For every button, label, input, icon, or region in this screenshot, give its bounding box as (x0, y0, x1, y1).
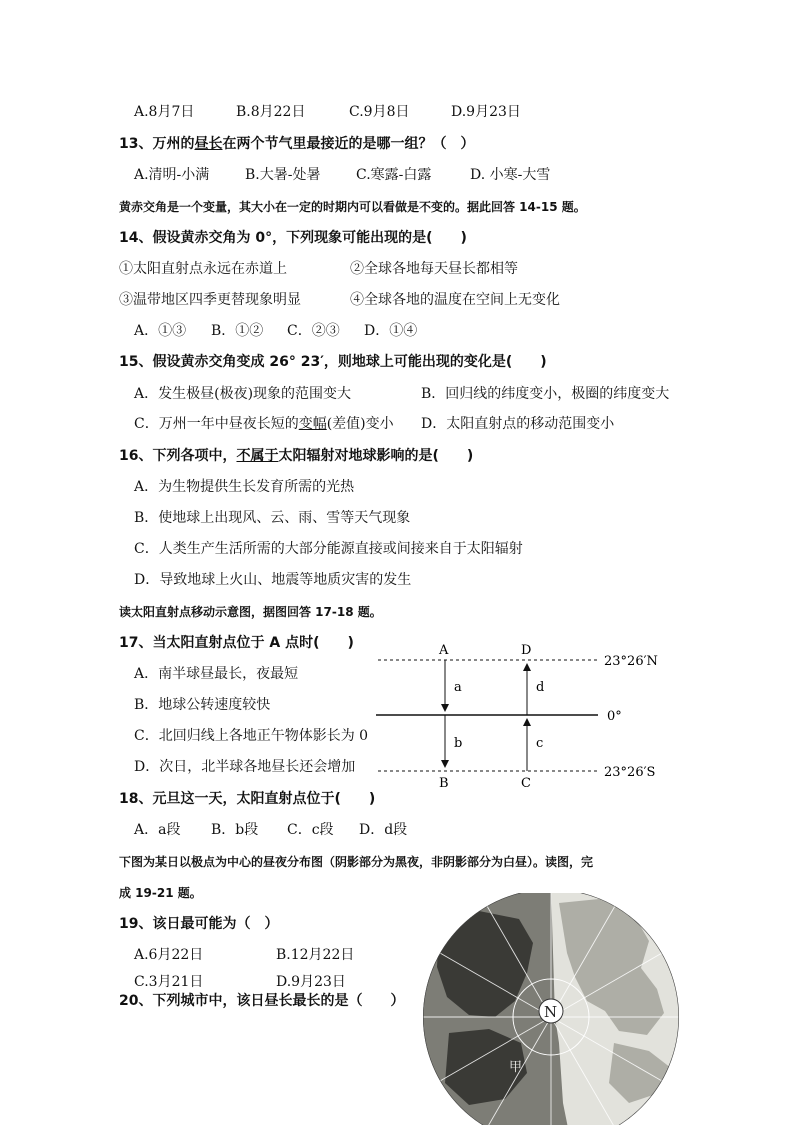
q13-option-c: C.寒露-白露 (356, 167, 432, 183)
q14-item-2: ②全球各地每天昼长都相等 (350, 261, 518, 277)
q19-option-d: D.9月23日 (276, 974, 346, 990)
q20-question: 20、下列城市中，该日昼长最长的是（ ） (119, 993, 405, 1009)
q15-option-c: C．万州一年中昼夜长短的变幅(差值)变小 (134, 416, 394, 432)
q16-option-d: D．导致地球上火山、地震等地质灾害的发生 (134, 572, 412, 588)
q13-option-b: B.大暑-处暑 (245, 167, 321, 183)
lat-north-label: 23°26′N (604, 654, 658, 669)
lat-south-label: 23°26′S (604, 765, 656, 780)
segment-a-label: a (454, 680, 462, 695)
q17-option-c: C．北回归线上各地正午物体影长为 0 (134, 728, 369, 744)
q18-option-d: D．d段 (359, 822, 408, 838)
q14-item-1: ①太阳直射点永远在赤道上 (119, 261, 287, 277)
segment-c-label: c (536, 736, 544, 751)
lat-equator-label: 0° (607, 709, 622, 724)
q14-option-b: B．①② (211, 323, 264, 339)
q19-question: 19、该日最可能为（ ） (119, 916, 279, 932)
point-b-label: B (439, 776, 449, 791)
q12-option-d: D.9月23日 (451, 104, 521, 120)
q12-option-c: C.9月8日 (349, 104, 410, 120)
q14-question: 14、假设黄赤交角为 0°，下列现象可能出现的是( ) (119, 230, 467, 246)
segment-b-label: b (454, 736, 463, 751)
point-a-label: A (439, 643, 449, 658)
q14-option-c: C．②③ (287, 323, 340, 339)
q16-question: 16、下列各项中，不属于太阳辐射对地球影响的是( ) (119, 448, 474, 464)
polar-day-night-map (409, 893, 699, 1125)
note-19-21-line1: 下图为某日以极点为中心的昼夜分布图（阴影部分为黑夜，非阴影部分为白昼）。读图，完 (119, 855, 594, 869)
q18-option-a: A．a段 (134, 822, 181, 838)
q16-option-a: A．为生物提供生长发育所需的光热 (134, 479, 355, 495)
point-c-label: C (521, 776, 531, 791)
north-pole-label: N (544, 1003, 558, 1021)
q15-option-b: B．回归线的纬度变小，极圈的纬度变大 (421, 386, 670, 402)
q17-option-d: D．次日，北半球各地昼长还会增加 (134, 759, 356, 775)
q13-option-d: D. 小寒-大雪 (470, 167, 551, 183)
q15-option-a: A．发生极昼(极夜)现象的范围变大 (134, 386, 352, 402)
q14-option-d: D．①④ (364, 323, 418, 339)
q17-option-b: B．地球公转速度较快 (134, 697, 271, 713)
q14-option-a: A．①③ (134, 323, 187, 339)
q15-option-d: D．太阳直射点的移动范围变小 (421, 416, 615, 432)
q13-question: 13、万州的昼长在两个节气里最接近的是哪一组？（ ） (119, 136, 475, 152)
q12-option-b: B.8月22日 (236, 104, 306, 120)
note-14-15: 黄赤交角是一个变量，其大小在一定的时期内可以看做是不变的。据此回答 14-15 题。 (119, 200, 586, 214)
q12-option-a: A.8月7日 (134, 104, 195, 120)
point-d-label: D (521, 643, 532, 658)
q19-option-a: A.6月22日 (134, 947, 204, 963)
q19-option-c: C.3月21日 (134, 974, 204, 990)
q17-option-a: A．南半球昼最长，夜最短 (134, 666, 299, 682)
q14-item-4: ④全球各地的温度在空间上无变化 (350, 292, 560, 308)
point-jia-label: 甲 (509, 1060, 523, 1075)
q16-option-c: C．人类生产生活所需的大部分能源直接或间接来自于太阳辐射 (134, 541, 523, 557)
q15-question: 15、假设黄赤交角变成 26° 23′，则地球上可能出现的变化是( ) (119, 354, 547, 370)
q18-option-b: B．b段 (211, 822, 259, 838)
q18-option-c: C．c段 (287, 822, 334, 838)
q16-option-b: B．使地球上出现风、云、雨、雪等天气现象 (134, 510, 411, 526)
sun-direct-point-diagram (370, 638, 690, 793)
q19-option-b: B.12月22日 (276, 947, 355, 963)
note-19-21-line2: 成 19-21 题。 (119, 886, 202, 900)
note-17-18: 读太阳直射点移动示意图，据图回答 17-18 题。 (119, 605, 382, 619)
q14-item-3: ③温带地区四季更替现象明显 (119, 292, 301, 308)
q17-question: 17、当太阳直射点位于 A 点时( ) (119, 635, 354, 651)
q13-option-a: A.清明-小满 (134, 167, 210, 183)
segment-d-label: d (536, 680, 545, 695)
q18-question: 18、元旦这一天，太阳直射点位于( ) (119, 791, 376, 807)
